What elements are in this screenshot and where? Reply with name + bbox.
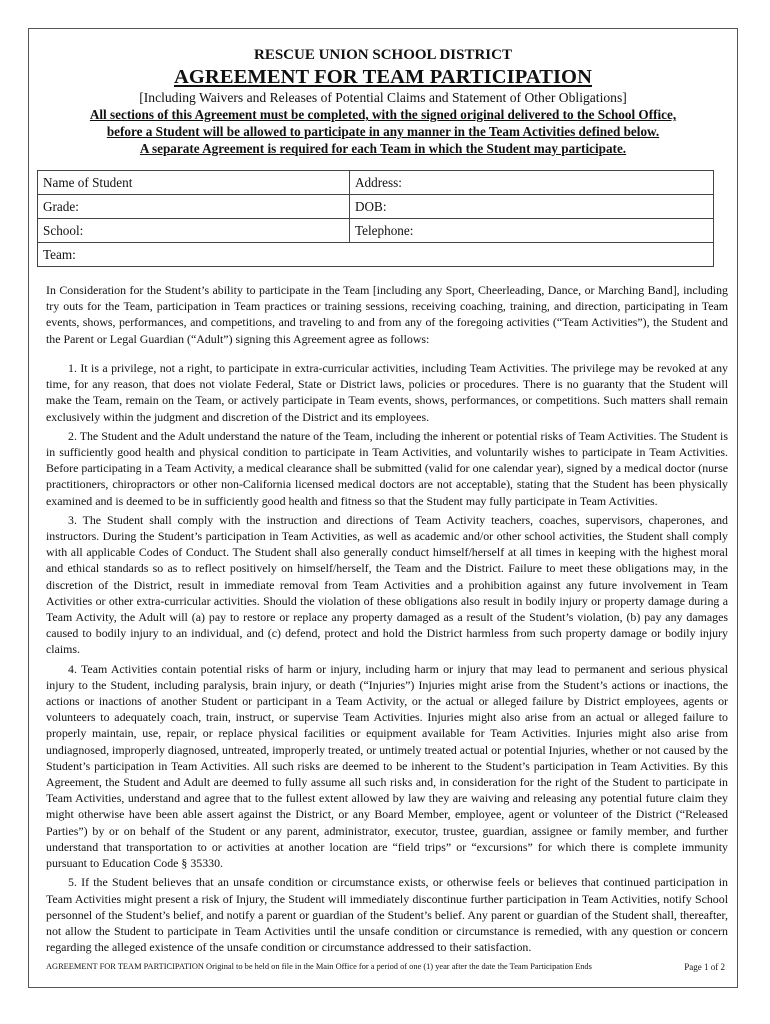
clause-3: 3. The Student shall comply with the instruction and directions of Team Activity teachers, coaches, supervisors, chaperones, and instructors. During the Student’s participation in Team Activities, as well as academic and/or other school activities, the Student shall comply with all applicable Codes of Conduct. The Student shall also generally conduct himself/herself at all times in keeping with the highest moral and ethical standards so as to reflect positively on himself/herself, the Team and the District. Failure to meet these obligations may, in the discretion of the District, result in immediate removal from Team Activities and a prohibition against any future involvement in Team Activities or other extra-curricular activities. Should the violation of these obligations also result in bodily injury or property damage during a Team Activity, the Adult will (a) pay to restore or replace any property damaged as a result of the Student’s violation, (b) pay any damages caused to bodily injury to an individual, and (c) defend, protect and hold the District harmless from such property damage or bodily injury claims. — [46, 512, 728, 657]
notice-line-3: A separate Agreement is required for each Team in which the Student may participate. — [139, 141, 627, 156]
district-name: RESCUE UNION SCHOOL DISTRICT — [254, 47, 512, 63]
notice-line-1: All sections of this Agreement must be completed, with the signed original delivered to the School Office, — [89, 107, 677, 122]
name-of-student-field[interactable]: Name of Student — [38, 171, 350, 195]
clause-2: 2. The Student and the Adult understand the nature of the Team, including the inherent or potential risks of Team Activities. The Student is in sufficiently good health and physical condition to participate in Team Activities, and voluntarily wishes to participate in Team Activities. Before participating in a Team Activity, a medical clearance shall be submitted (valid for one calendar year), signed by a medical doctor (nurse practitioners, chiropractors or other non-California licensed medical doctors are not acceptable), stating that the Student has been physically examined and is deemed to be in sufficiently good health and fitness so that the Student may fully participate in Team Activities. — [46, 428, 728, 508]
footer-note: AGREEMENT FOR TEAM PARTICIPATION Original to be held on file in the Main Office for a period of one (1) year after the date the Team Participation Ends — [46, 962, 592, 971]
clause-1: 1. It is a privilege, not a right, to participate in extra-curricular activities, including Team Activities. The privilege may be revoked at any time, for any reason, that does not violate Federal, State or District laws, policies or procedures. There is no guaranty that the Student will make the Team, remain on the Team, or actively participate in Team events, shows, performances, or competitions. Such matters shall remain exclusively within the judgment and discretion of the District and its employees. — [46, 361, 728, 424]
document-title: AGREEMENT FOR TEAM PARTICIPATION — [173, 66, 592, 88]
telephone-field[interactable]: Telephone: — [350, 219, 714, 243]
intro-paragraph — [46, 282, 728, 347]
clause-4: 4. Team Activities contain potential risks of harm or injury, including harm or injury that may lead to permanent and serious physical injury to the Student, including paralysis, brain injury, or death (“Injuries”) Injuries might arise from the Student’s actions or inactions, the actions or inactions of another Student or participant in a Team Activity, or the actual or alleged failure by District employees, agents or volunteers to adequately coach, train, instruct, or supervise Team Activities. Injuries might also arise from an actual or alleged failure to properly maintain, use, repair, or replace physical facilities or equipment available for Team Activities. Injuries might also arise from undiagnosed, improperly diagnosed, untreated, improperly treated, or untimely treated actual or potential Injuries, whether or not caused by the Student’s participation in Team Activities. All such risks are deemed to be inherent to the Student’s participation in Team Activities. By this Agreement, the Student and Adult are deemed to fully assume all such risks and, in consideration for the right of the Student to participate in Team Activities, understand and agree that to the fullest extent allowed by law they are waiving and releasing any potential future claim they might otherwise have been able assert against the District, or any Board Member, employee, agent or volunteer of the District (“Released Parties”) by or on behalf of the Student or any parent, administrator, executor, trustee, guardian, assignee or family member, and further understand that transportation to or activities at another location are “field trips” or “excursions” for which there is complete immunity pursuant to Education Code § 35330. — [46, 661, 728, 871]
document-page — [28, 28, 738, 988]
student-info-table — [37, 170, 714, 267]
notice-line-2: before a Student will be allowed to participate in any manner in the Team Activities defined below. — [106, 124, 660, 139]
school-field[interactable]: School: — [38, 219, 350, 243]
address-field[interactable]: Address: — [350, 171, 714, 195]
document-subtitle: [Including Waivers and Releases of Potential Claims and Statement of Other Obligations] — [139, 90, 627, 105]
grade-field[interactable]: Grade: — [38, 195, 350, 219]
team-field[interactable]: Team: — [38, 243, 714, 267]
agreement-clauses — [46, 360, 728, 958]
dob-field[interactable]: DOB: — [350, 195, 714, 219]
page-footer — [46, 962, 725, 971]
clause-5: 5. If the Student believes that an unsafe condition or circumstance exists, or otherwise feels or believes that continued participation in Team Activities might present a risk of Injury, the Student will immediately discontinue further participation in Team Activities, notify School personnel of the Student’s belief, and notify a parent or guardian of the Student’s belief. Any parent or guardian of the Student shall, thereafter, not allow the Student to participate in Team Activities until the unsafe condition or circumstance is remedied, with any question or concern regarding the alleged existence of the unsafe condition or circumstance addressed to their satisfaction. — [46, 875, 728, 955]
page-number: Page 1 of 2 — [684, 962, 725, 972]
intro-text: In Consideration for the Student’s ability to participate in the Team [including any Sport, Cheerleading, Dance, or Marching Band], including try outs for the Team, participation in Team practices or training sessions, receiving coaching, training, and direction, participating in Team events, shows, performances, and competitions, and traveling to and from any of the foregoing activities (“Team Activities”), the Student and the Parent or Legal Guardian (“Adult”) signing this Agreement agree as follows: — [46, 283, 728, 346]
